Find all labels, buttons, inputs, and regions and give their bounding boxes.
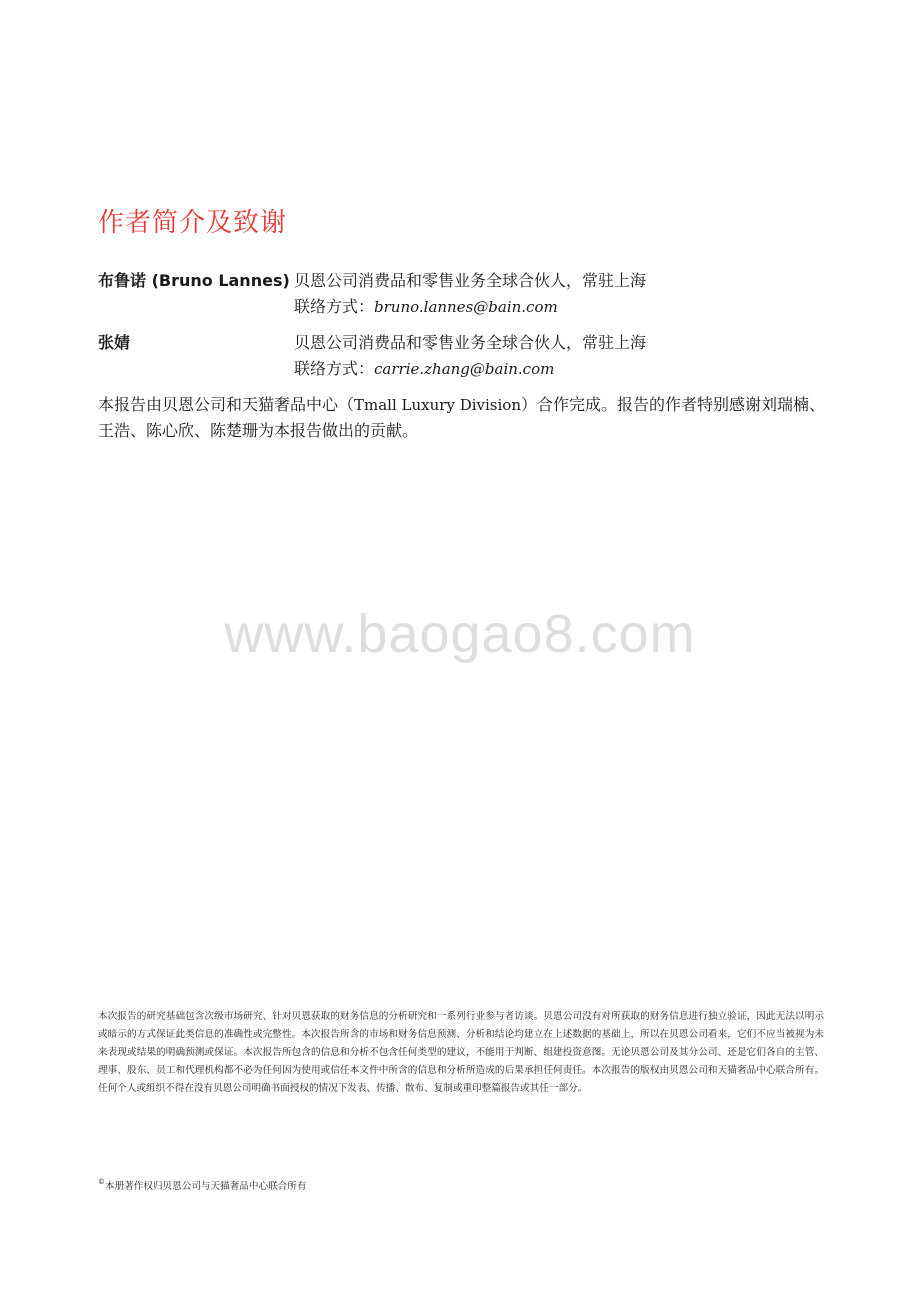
author-email: carrie.zhang@bain.com	[374, 360, 555, 378]
contact-label: 联络方式：	[294, 297, 375, 316]
acknowledgement-text-end: ）合作完成。报告的作者特别感谢刘瑞楠、王浩、陈心欣、陈楚珊为本报告做出的贡献。	[98, 395, 826, 440]
author-contact	[294, 294, 828, 320]
disclaimer-paragraph: 本次报告的研究基础包含次级市场研究、针对贝恩获取的财务信息的分析研究和一系列行业参与者访谈。贝恩公司没有对所获取的财务信息进行独立验证，因此无法以明示或暗示的方式保证此类信息的准确性或完整性。本次报告所含的市场和财务信息预测、分析和结论均建立在上述数据的基础上，所以在贝恩公司看来，它们不应当被视为未来表现或结果的明确预测或保证。本次报告所包含的信息和分析不包含任何类型的建议，不能用于判断、组建投资意图。无论贝恩公司及其分公司、还是它们各自的主管、理事、股东、员工和代理机构都不必为任何因为使用或信任本文件中所含的信息和分析所造成的后果承担任何责任。本次报告的版权由贝恩公司和天猫奢品中心联合所有。任何个人或组织不得在没有贝恩公司明确书面授权的情况下发表、传播、散布、复制或重印整篇报告或其任一部分。	[98, 1011, 824, 1094]
copyright-notice	[98, 1178, 306, 1192]
copyright-text: 本册著作权归贝恩公司与天猫奢品中心联合所有	[105, 1181, 307, 1192]
acknowledgement-division-name: Tmall Luxury Division	[354, 396, 521, 414]
page-title: 作者简介及致谢	[98, 208, 288, 238]
author-email: bruno.lannes@bain.com	[374, 298, 558, 316]
author-role: 贝恩公司消费品和零售业务全球合伙人，常驻上海	[294, 333, 647, 352]
author-name: 布鲁诺 (Bruno Lannes)	[98, 271, 290, 290]
author-entry-carrie-zhang	[98, 330, 828, 382]
author-name: 张婧	[98, 333, 131, 352]
author-entry-bruno-lannes	[98, 268, 828, 320]
author-contact	[294, 356, 828, 382]
author-role: 贝恩公司消费品和零售业务全球合伙人，常驻上海	[294, 271, 647, 290]
acknowledgement-paragraph	[98, 392, 828, 444]
watermark: www.baogao8.com	[224, 604, 696, 664]
copyright-mark: ©	[98, 1178, 105, 1186]
contact-label: 联络方式：	[294, 359, 375, 378]
acknowledgement-text-start: 本报告由贝恩公司和天猫奢品中心（	[98, 395, 355, 414]
